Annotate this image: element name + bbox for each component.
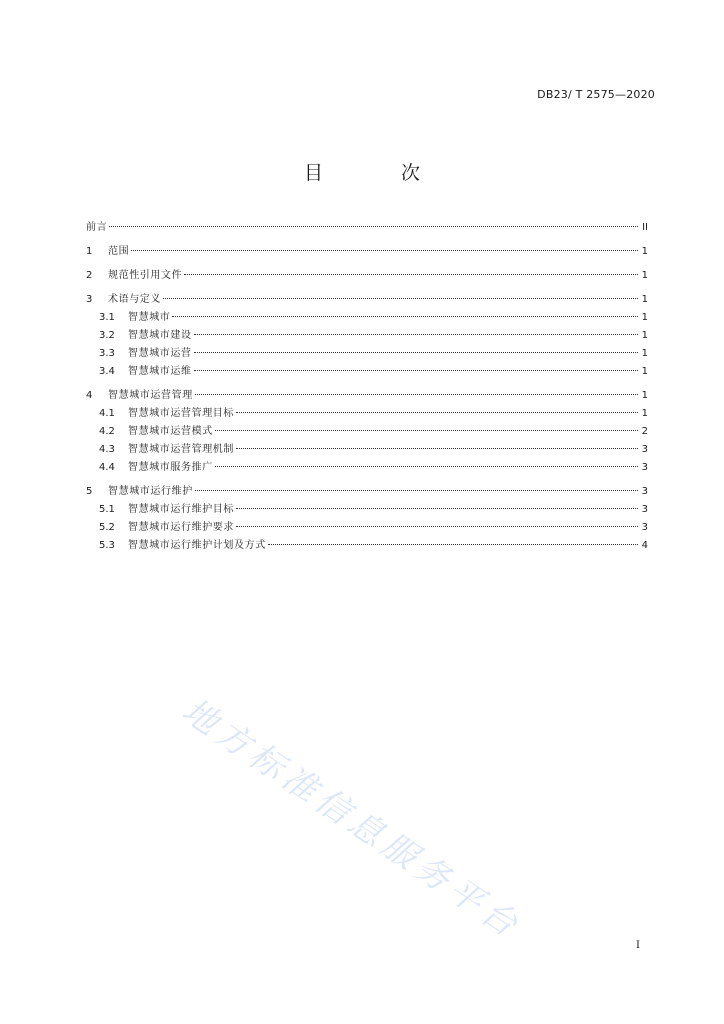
dot-leader xyxy=(163,297,638,299)
toc-entry-page: 1 xyxy=(641,408,648,419)
toc-entry-page: 3 xyxy=(641,486,648,497)
toc-entry-label: 智慧城市运营管理机制 xyxy=(128,444,234,455)
toc-entry-page: 3 xyxy=(641,444,648,455)
dot-leader xyxy=(131,249,638,251)
dot-leader xyxy=(194,351,638,353)
toc-entry-label: 术语与定义 xyxy=(108,294,161,305)
dot-leader xyxy=(195,393,638,395)
watermark: 地方标准信息服务平台 xyxy=(174,690,529,948)
dot-leader xyxy=(268,543,638,545)
toc-entry-page: 3 xyxy=(641,462,648,473)
toc-entry-label: 智慧城市服务推广 xyxy=(128,462,213,473)
page-title: 目 次 xyxy=(303,162,457,184)
toc-entry-label: 范围 xyxy=(108,246,130,257)
toc-entry-number: 3.4 xyxy=(99,366,115,377)
toc-entry-3-1[interactable] xyxy=(86,309,648,327)
toc-entry-2[interactable] xyxy=(86,267,648,285)
toc-entry-number: 3.1 xyxy=(99,312,115,323)
toc-entry-3[interactable] xyxy=(86,291,648,309)
toc-entry-page: 1 xyxy=(641,330,648,341)
toc-entry-label: 智慧城市运行维护 xyxy=(108,486,193,497)
toc-entry-page: 3 xyxy=(641,522,648,533)
toc-entry-5[interactable] xyxy=(86,483,648,501)
toc-entry-page: 1 xyxy=(641,312,648,323)
toc-entry-3-4[interactable] xyxy=(86,363,648,381)
dot-leader xyxy=(236,411,638,413)
toc-entry-page: 1 xyxy=(641,294,648,305)
dot-leader xyxy=(236,447,638,449)
toc-entry-4-2[interactable] xyxy=(86,423,648,441)
toc-entry-label: 规范性引用文件 xyxy=(108,270,183,281)
toc-entry-number: 5.2 xyxy=(99,522,115,533)
dot-leader xyxy=(109,225,638,227)
toc-entry-page: 2 xyxy=(641,426,648,437)
document-code: DB23/ T 2575—2020 xyxy=(537,88,655,101)
dot-leader xyxy=(215,429,638,431)
toc-entry-page: 1 xyxy=(641,348,648,359)
toc-entry-label: 智慧城市运营管理目标 xyxy=(128,408,234,419)
dot-leader xyxy=(172,315,638,317)
toc-entry-number: 3 xyxy=(86,294,93,305)
toc-entry-label: 智慧城市运维 xyxy=(128,366,192,377)
toc-entry-label: 智慧城市运营 xyxy=(128,348,192,359)
dot-leader xyxy=(195,489,638,491)
toc-entry-label: 智慧城市建设 xyxy=(128,330,192,341)
toc-entry-number: 1 xyxy=(86,246,93,257)
toc-entry-page: 1 xyxy=(641,366,648,377)
toc-entry-4-3[interactable] xyxy=(86,441,648,459)
toc-entry-label: 前言 xyxy=(86,222,108,233)
toc-entry-number: 5.1 xyxy=(99,504,115,515)
toc-entry-label: 智慧城市运营管理 xyxy=(108,390,193,401)
dot-leader xyxy=(194,333,638,335)
toc-entry-label: 智慧城市 xyxy=(128,312,171,323)
toc-entry-5-3[interactable] xyxy=(86,537,648,555)
toc-entry-foreword[interactable] xyxy=(86,219,648,237)
toc-entry-label: 智慧城市运行维护要求 xyxy=(128,522,234,533)
toc-entry-number: 3.2 xyxy=(99,330,115,341)
toc-entry-number: 5.3 xyxy=(99,540,115,551)
toc-entry-5-1[interactable] xyxy=(86,501,648,519)
table-of-contents xyxy=(86,219,648,555)
toc-entry-number: 5 xyxy=(86,486,93,497)
dot-leader xyxy=(236,507,638,509)
dot-leader xyxy=(184,273,638,275)
toc-entry-page: 1 xyxy=(641,390,648,401)
toc-entry-page: 1 xyxy=(641,246,648,257)
toc-entry-5-2[interactable] xyxy=(86,519,648,537)
toc-entry-4-1[interactable] xyxy=(86,405,648,423)
toc-entry-3-2[interactable] xyxy=(86,327,648,345)
toc-entry-3-3[interactable] xyxy=(86,345,648,363)
toc-entry-label: 智慧城市运营模式 xyxy=(128,426,213,437)
toc-entry-number: 2 xyxy=(86,270,93,281)
toc-entry-1[interactable] xyxy=(86,243,648,261)
page-number: I xyxy=(636,940,640,951)
toc-entry-number: 3.3 xyxy=(99,348,115,359)
toc-entry-number: 4.3 xyxy=(99,444,115,455)
toc-entry-4-4[interactable] xyxy=(86,459,648,477)
toc-entry-number: 4 xyxy=(86,390,93,401)
toc-entry-number: 4.2 xyxy=(99,426,115,437)
toc-entry-page: II xyxy=(642,222,648,233)
toc-entry-number: 4.1 xyxy=(99,408,115,419)
dot-leader xyxy=(236,525,638,527)
toc-entry-page: 3 xyxy=(641,504,648,515)
dot-leader xyxy=(194,369,638,371)
toc-entry-4[interactable] xyxy=(86,387,648,405)
toc-entry-page: 1 xyxy=(641,270,648,281)
toc-entry-page: 4 xyxy=(641,540,648,551)
toc-entry-label: 智慧城市运行维护计划及方式 xyxy=(128,540,266,551)
toc-entry-number: 4.4 xyxy=(99,462,115,473)
toc-entry-label: 智慧城市运行维护目标 xyxy=(128,504,234,515)
dot-leader xyxy=(215,465,638,467)
